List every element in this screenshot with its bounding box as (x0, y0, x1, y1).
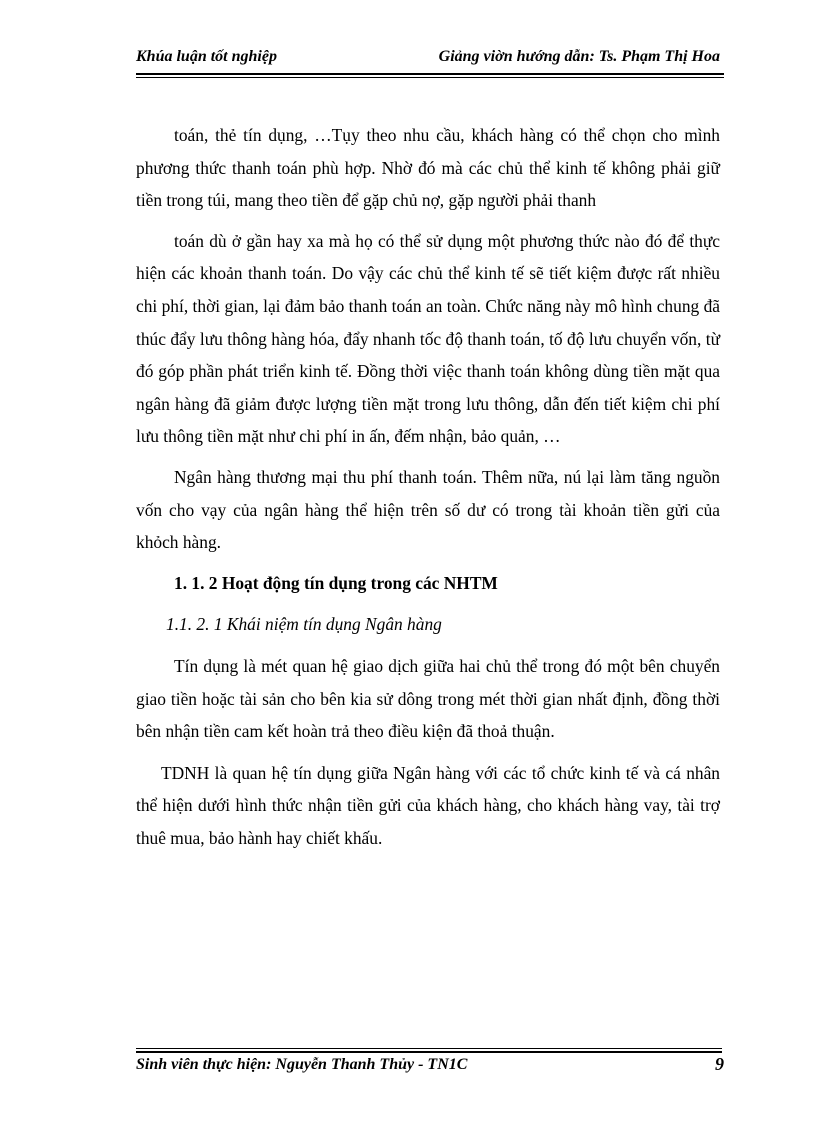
paragraph-payment-fees: Ngân hàng thương mại thu phí thanh toán. Thêm nữa, nú lại làm tăng nguồn vốn cho vạy của ngân hàng thể hiện trên số dư có trong tài khoản tiền gửi của khỏch hàng. (136, 466, 720, 553)
footer-divider-thin (136, 1048, 722, 1049)
paragraph-payment-benefits: toán dù ở gần hay xa mà họ có thể sử dụng một phương thức nào đó để thực hiện các khoản thanh toán. Do vậy các chủ thể kinh tế sẽ tiết kiệm được rất nhiều chi phí, thời gian, lại đảm bảo thanh toán an toàn. Chức năng này mô hình chung đã thúc đẩy lưu thông hàng hóa, đẩy nhanh tốc độ thanh toán, tố độ lưu chuyển vốn, từ đó góp phần phát triển kinh tế. Đồng thời việc thanh toán không dùng tiền mặt qua ngân hàng đã giảm được lượng tiền mặt trong lưu thông, dẫn đến tiết kiệm chi phí lưu thông tiền mặt như chi phí in ấn, đếm nhận, bảo quản, … (136, 230, 720, 447)
footer-student: Sinh viên thực hiện: Nguyễn Thanh Thủy - TN1C (136, 1056, 468, 1073)
footer-divider-thick (136, 1051, 722, 1053)
page-body (136, 119, 720, 854)
paragraph-credit-definition: Tín dụng là mét quan hệ giao dịch giữa hai chủ thể trong đó một bên chuyển giao tiền hoặc tài sản cho bên kia sử dông trong mét thời gian nhất định, đồng thời bên nhận tiền cam kết hoàn trả theo điều kiện đã thoả thuận. (136, 655, 720, 742)
paragraph-payment-methods: toán, thẻ tín dụng, …Tụy theo nhu cầu, khách hàng có thể chọn cho mình phương thức thanh toán phù hợp. Nhờ đó mà các chủ thể kinh tế không phải giữ tiền trong túi, mang theo tiền để gặp chủ nợ, gặp người phải thanh (136, 125, 720, 211)
header-divider-thick (136, 73, 724, 75)
header-supervisor: Giảng viờn hướng dẫn: Ts. Phạm Thị Hoa (438, 48, 720, 65)
header-divider-thin (136, 77, 724, 78)
paragraph-bank-credit: TDNH là quan hệ tín dụng giữa Ngân hàng với các tổ chức kinh tế và cá nhân thể hiện dưới hình thức nhận tiền gửi của khách hàng, cho khách hàng vay, tài trợ thuê mua, bảo hành hay chiết khấu. (136, 762, 720, 848)
page-number: 9 (715, 1054, 724, 1074)
subsection-heading: 1.1. 2. 1 Khái niệm tín dụng Ngân hàng (166, 614, 442, 635)
header-thesis-title: Khúa luận tốt nghiệp (136, 48, 277, 65)
section-heading: 1. 1. 2 Hoạt động tín dụng trong các NHTM (174, 572, 498, 593)
